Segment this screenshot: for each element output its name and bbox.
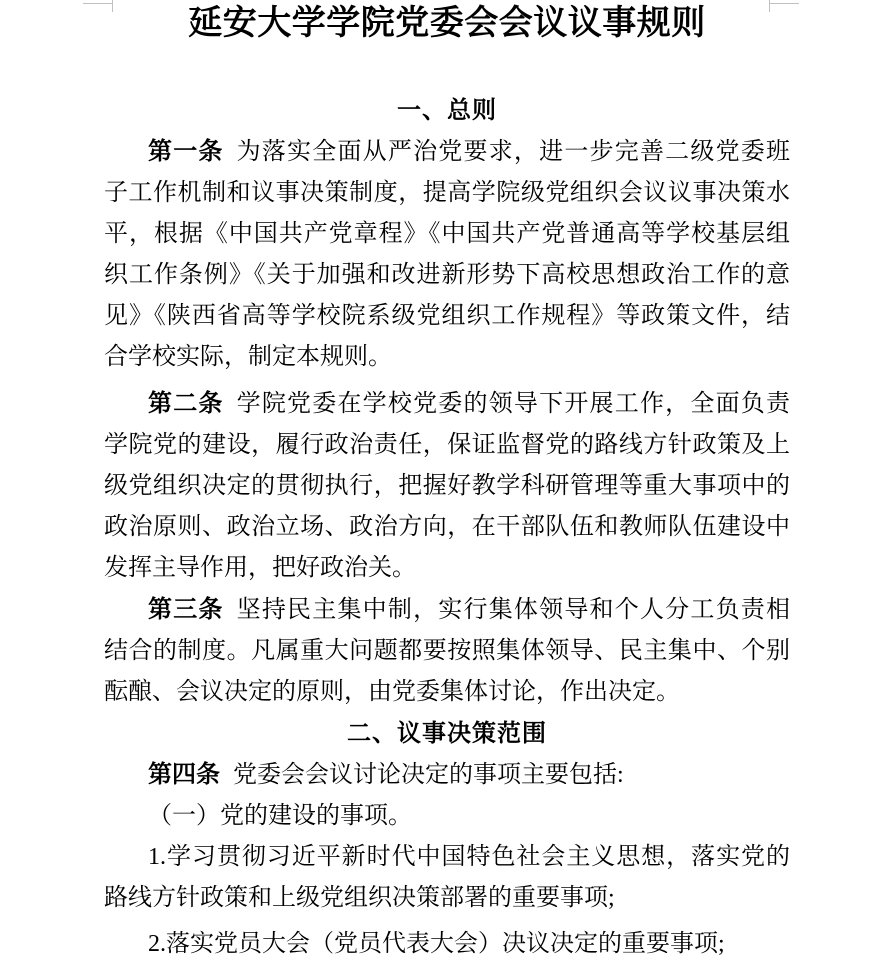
article-number: 第一条 [148,138,224,165]
margin-corner-tick-left [112,0,113,12]
document-line: 见》《陕西省高等学校院系级党组织工作规程》等政策文件，结 [104,303,790,329]
document-line: 第四条 党委会会议讨论决定的事项主要包括: [148,761,624,788]
document-line: 合学校实际，制定本规则。 [104,344,392,370]
paragraph [104,383,790,589]
paragraph [104,589,790,713]
document-line: 2.落实党员大会（党员代表大会）决议决定的重要事项; [148,931,725,957]
section-heading: 二、议事决策范围 [347,720,547,747]
document-line: 结合的制度。凡属重大问题都要按照集体领导、民主集中、个别 [104,638,790,664]
document-line: 路线方针政策和上级党组织决策部署的重要事项; [104,885,615,911]
document-line: 第一条 为落实全面从严治党要求，进一步完善二级党委班 [148,138,790,165]
section-heading: 一、总则 [397,97,497,124]
document-line: （一）党的建设的事项。 [148,803,412,829]
document-line: 政治原则、政治立场、政治方向，在干部队伍和教师队伍建设中 [104,514,790,540]
document-line: 学院党的建设，履行政治责任，保证监督党的路线方针政策及上 [104,432,790,458]
paragraph [104,754,790,796]
article-number: 第三条 [148,596,224,623]
margin-corner-tick-right [769,0,770,12]
document-title: 延安大学学院党委会会议议事规则 [188,5,706,42]
margin-corner-mark-top-right [769,3,799,4]
document-line: 第二条 学院党委在学校党委的领导下开展工作，全面负责 [148,390,790,417]
paragraph [104,924,790,965]
article-number: 第二条 [148,390,224,417]
document-line: 发挥主导作用，把好政治关。 [104,555,416,581]
document-line: 酝酿、会议决定的原则，由党委集体讨论，作出决定。 [104,679,680,705]
article-number: 第四条 [148,761,220,788]
document-body [104,90,790,965]
document-line: 织工作条例》《关于加强和改进新形势下高校思想政治工作的意 [104,262,790,288]
document-line: 1.学习贯彻习近平新时代中国特色社会主义思想，落实党的 [148,844,790,870]
document-line: 第三条 坚持民主集中制，实行集体领导和个人分工负责相 [148,596,790,623]
paragraph [104,131,790,378]
paragraph [104,837,790,919]
margin-corner-mark-top-left [83,3,113,4]
text-column [0,2,872,965]
paragraph [104,796,790,837]
document-line: 级党组织决定的贯彻执行，把握好教学科研管理等重大事项中的 [104,473,790,499]
document-line: 平，根据《中国共产党章程》《中国共产党普通高等学校基层组 [104,221,790,247]
document-line: 子工作机制和议事决策制度，提高学院级党组织会议议事决策水 [104,180,790,206]
